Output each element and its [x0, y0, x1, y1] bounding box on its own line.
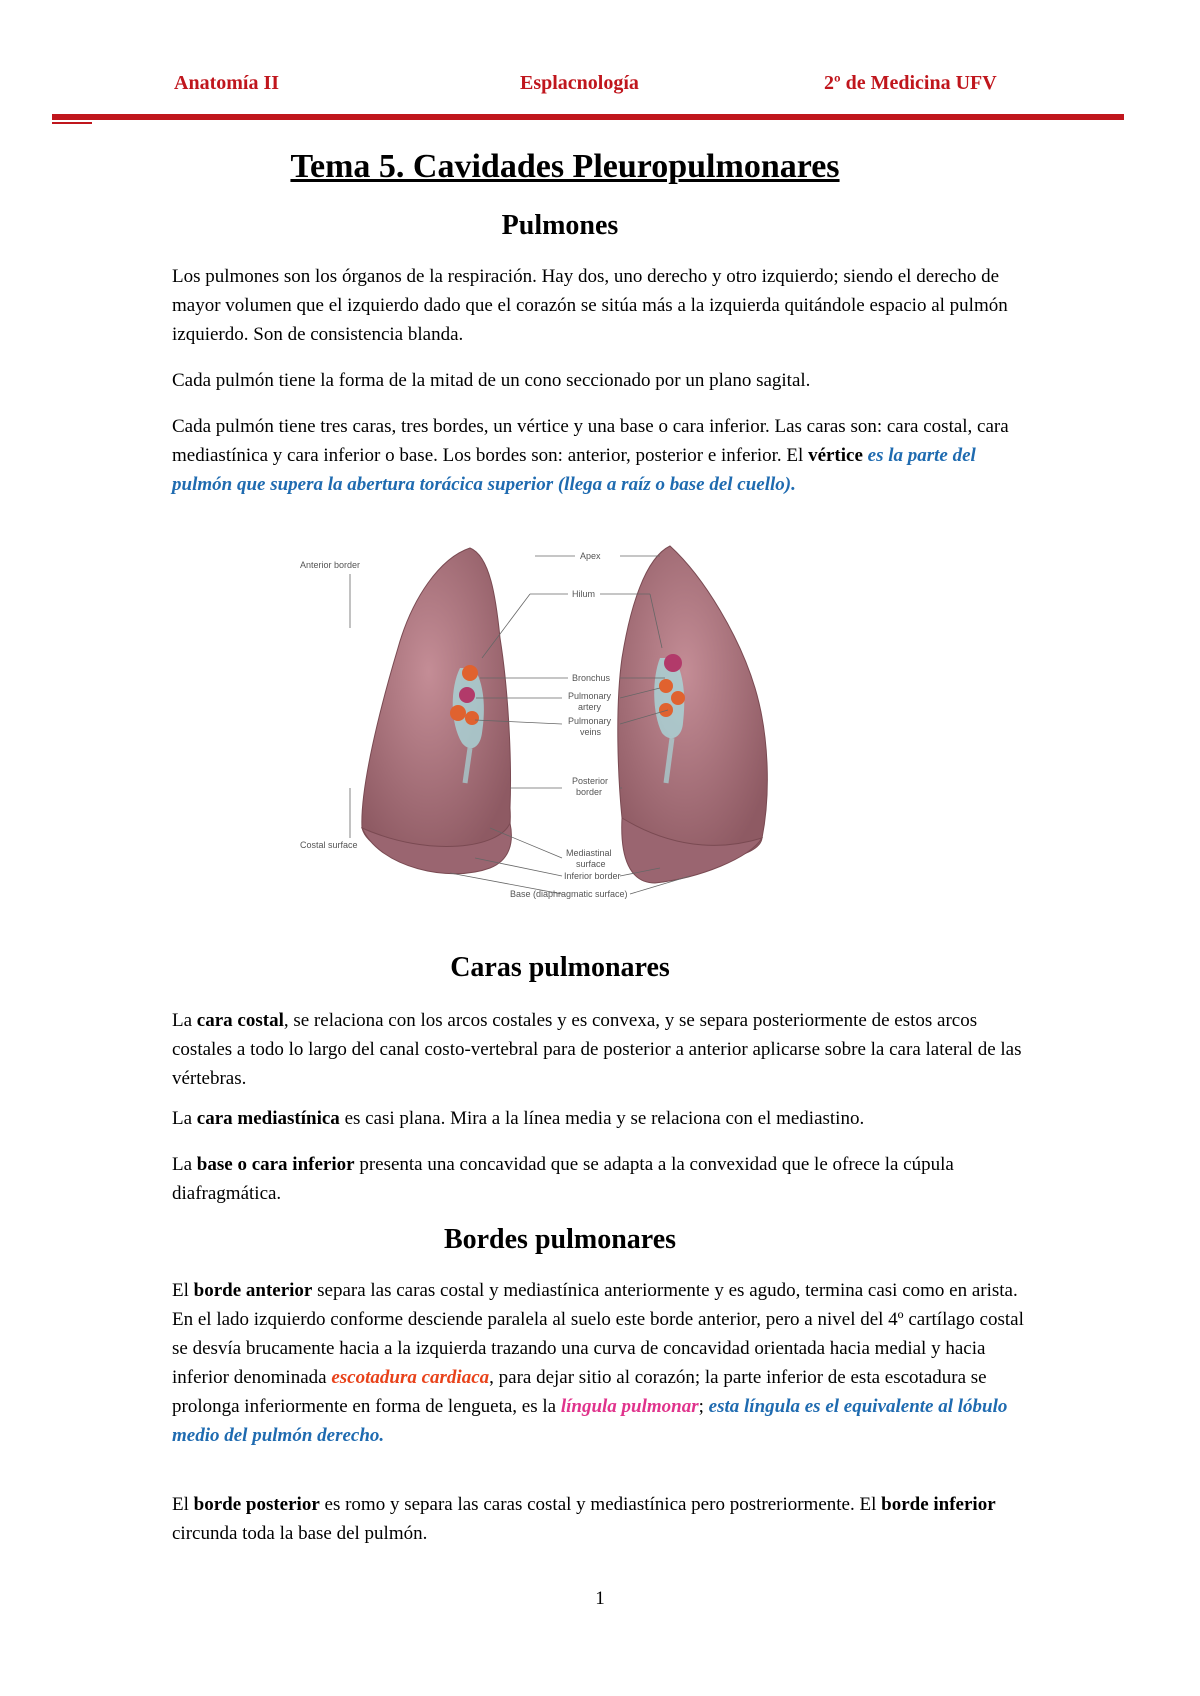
label-inferior-border: Inferior border [564, 871, 621, 881]
label-anterior-border: Anterior border [300, 560, 361, 570]
page-header [0, 72, 1200, 102]
highlight-lingula-equivalent: esta língula es el equivalente al lóbulo medio del pulmón derecho. [172, 1396, 1008, 1446]
text-run: , para dejar sitio al corazón; la parte inferior de esta escotadura se prolonga inferiormente en forma de lengueta, es la [172, 1367, 987, 1417]
highlight-lingula: língula pulmonar [560, 1396, 699, 1417]
term-borde-posterior: borde posterior [193, 1494, 320, 1515]
header-topic: Esplacnología [520, 72, 639, 94]
label-bronchus: Bronchus [572, 673, 611, 683]
section-heading-pulmones: Pulmones [501, 210, 619, 241]
paragraph-intro: Los pulmones son los órganos de la respiración. Hay dos, uno derecho y otro izquierdo; siendo el derecho de mayor volumen que el izquierdo dado que el corazón se sitúa más a la izquierda quitándole espacio al pulmón izquierdo. Son de consistencia blanda. [172, 266, 1008, 345]
highlight-vertice-definition: es la parte del pulmón que supera la abertura torácica superior (llega a raíz o base del cuello). [172, 445, 976, 495]
paragraph-base [172, 1150, 1032, 1208]
text-run: es romo y separa las caras costal y mediastínica pero postreriormente. El [319, 1494, 882, 1515]
lung-illustration [300, 538, 940, 934]
text-run: separa las caras costal y mediastínica anteriormente y es agudo, termina casi como en arista. En el lado izquierdo conforme desciende paralela al suelo este borde anterior, pero a nivel del 4º cartílago costal se desvía brucamente hacia a la izquierda trazando una curva de concavidad orientada hacia medial y hacia inferior denominada [172, 1280, 1024, 1388]
text-run: La [172, 1108, 197, 1129]
paragraph-cara-mediastinica [172, 1104, 1032, 1133]
header-program: 2º de Medicina UFV [824, 72, 997, 94]
section-heading-bordes: Bordes pulmonares [443, 1224, 677, 1255]
label-posterior-border-2: border [576, 787, 603, 797]
text-run: El [172, 1280, 194, 1301]
left-lung [618, 546, 768, 862]
label-apex: Apex [580, 551, 601, 561]
label-pulmonary-veins: Pulmonary [568, 716, 612, 726]
term-cara-mediastinica: cara mediastínica [196, 1108, 340, 1129]
paragraph-cara-costal [172, 1006, 1032, 1093]
paragraph-shape: Cada pulmón tiene la forma de la mitad de un cono seccionado por un plano sagital. [172, 370, 811, 391]
label-pulmonary-veins-2: veins [580, 727, 602, 737]
section-heading-caras: Caras pulmonares [450, 952, 670, 983]
text-run: presenta una concavidad que se adapta a la convexidad que le ofrece la cúpula diafragmática. [172, 1154, 954, 1204]
term-borde-anterior: borde anterior [193, 1280, 313, 1301]
label-mediastinal-surface: Mediastinal [566, 848, 612, 858]
label-pulmonary-artery-2: artery [578, 702, 602, 712]
page-title: Tema 5. Cavidades Pleuropulmonares [290, 148, 840, 185]
label-mediastinal-surface-2: surface [576, 859, 606, 869]
highlight-escotadura: escotadura cardiaca [331, 1367, 490, 1388]
right-bronchus [462, 665, 478, 681]
text-run: La [172, 1010, 197, 1031]
label-base: Base (diaphragmatic surface) [510, 889, 628, 899]
term-vertice: vértice [808, 445, 863, 466]
text-run: , se relaciona con los arcos costales y es convexa, y se separa posteriormente de estos arcos costales a todo lo largo del canal costo-vertebral para de posterior a anterior aplicarse sobre la cara lateral de las vértebras. [172, 1010, 1022, 1089]
term-cara-costal: cara costal [196, 1010, 284, 1031]
label-posterior-border: Posterior [572, 776, 609, 786]
text-run: Cada pulmón tiene tres caras, tres bordes, un vértice y una base o cara inferior. Las caras son: cara costal, cara mediastínica y cara inferior o base. Los bordes son: anterior, posterior e inferior. El [172, 416, 1009, 466]
paragraph-faces [172, 412, 1032, 499]
header-course: Anatomía II [174, 72, 280, 94]
header-rule [52, 114, 1124, 120]
term-base: base o cara inferior [196, 1154, 355, 1175]
label-costal-surface: Costal surface [300, 840, 358, 850]
text-run: circunda toda la base del pulmón. [172, 1523, 428, 1544]
term-borde-inferior: borde inferior [881, 1494, 996, 1515]
header-rule-accent [52, 122, 92, 124]
lungs-diagram [300, 538, 940, 934]
text-run: ; [698, 1396, 709, 1417]
label-hilum: Hilum [572, 589, 596, 599]
label-pulmonary-artery: Pulmonary [568, 691, 612, 701]
paragraph-borde-posterior [172, 1490, 1032, 1548]
text-run: La [172, 1154, 197, 1175]
right-lung [362, 548, 511, 858]
text-run: El [172, 1494, 194, 1515]
page-number: 1 [595, 1588, 605, 1609]
paragraph-borde-anterior [172, 1276, 1032, 1450]
text-run: es casi plana. Mira a la línea media y se relaciona con el mediastino. [339, 1108, 865, 1129]
